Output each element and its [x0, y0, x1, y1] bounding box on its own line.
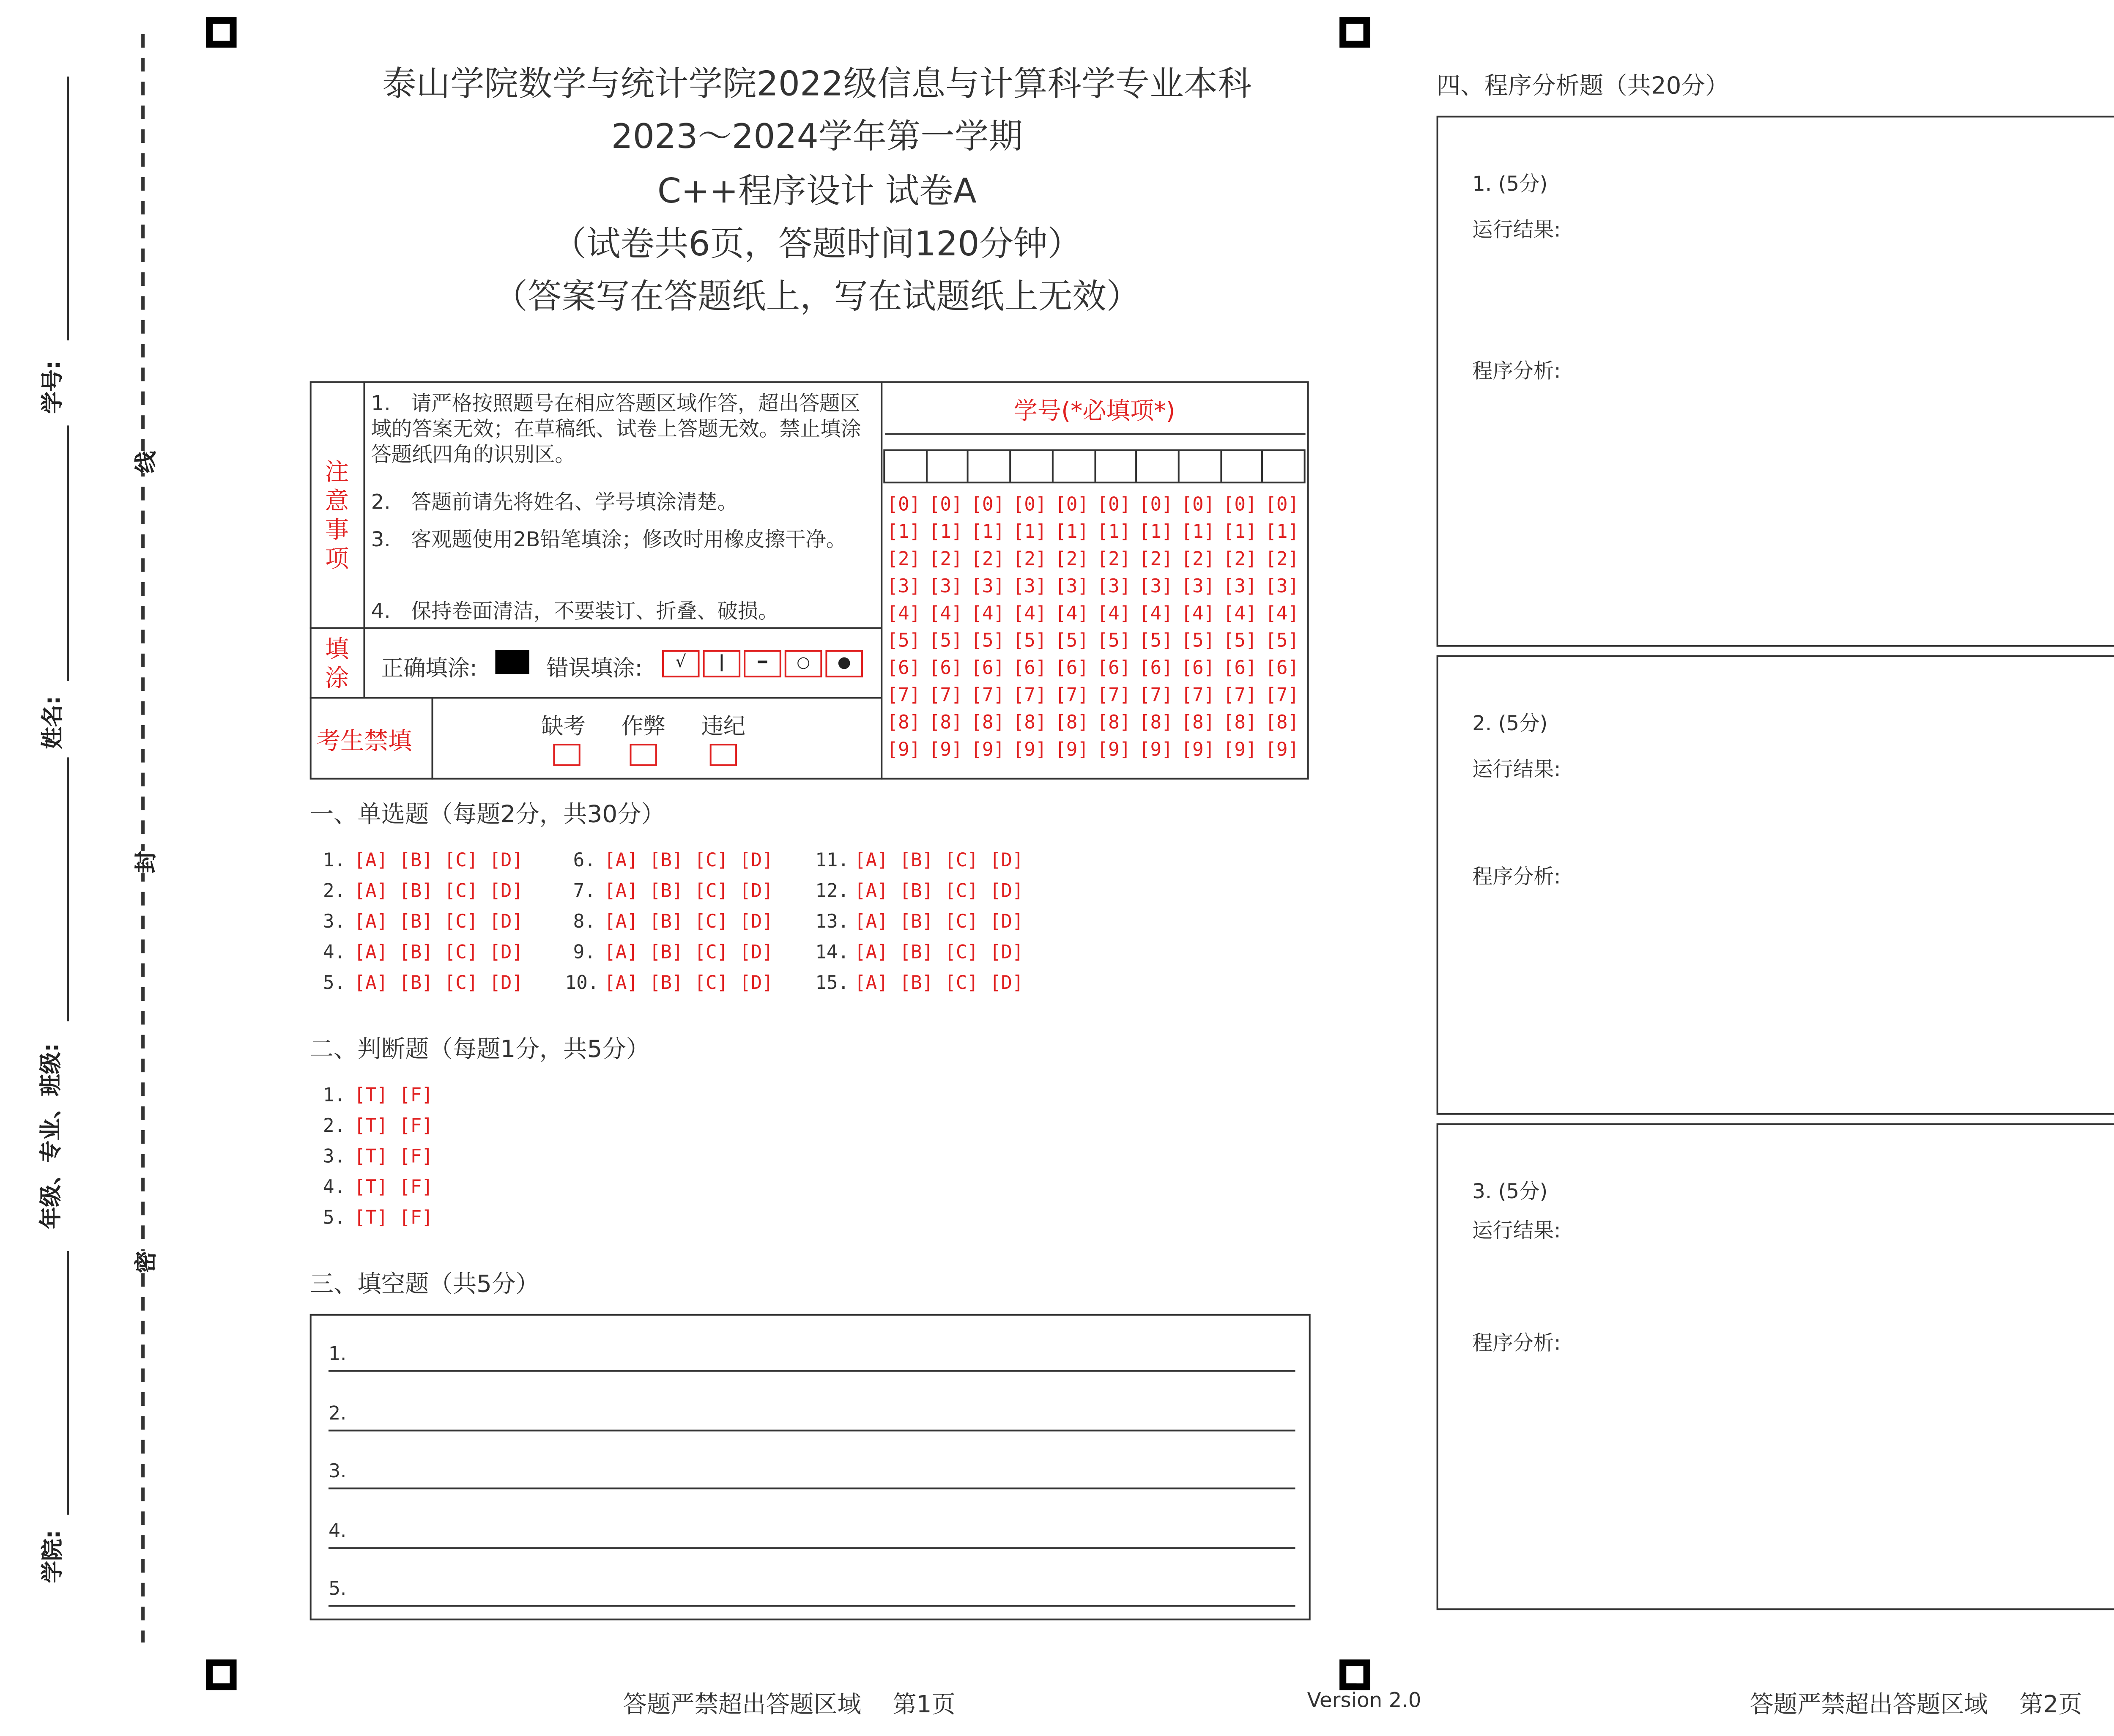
student-number-digit-bubble[interactable]: [9]	[1223, 739, 1257, 761]
student-number-digit-bubble[interactable]: [9]	[928, 739, 963, 761]
single-choice-question	[565, 880, 773, 902]
student-number-digit-bubble[interactable]: [9]	[971, 739, 1005, 761]
student-number-digit-bubble[interactable]: [5]	[928, 630, 963, 652]
program-q2-box[interactable]	[1437, 655, 2114, 1115]
corner-marker-bottom-center	[1339, 1659, 1370, 1690]
notice-item-1: 1. 请严格按照题号在相应答题区域作答，超出答题区域的答案无效；在草稿纸、试卷上答题无效。禁止填涂答题纸四角的识别区。	[371, 391, 862, 467]
student-number-digit-bubble[interactable]: [4]	[1013, 602, 1047, 625]
notice-item-3: 3. 客观题使用2B铅笔填涂；修改时用橡皮擦干净。	[371, 527, 847, 552]
student-number-digit-bubble[interactable]: [6]	[1181, 657, 1215, 679]
student-number-digit-bubble[interactable]: [9]	[1181, 739, 1215, 761]
question-number: 2.	[323, 880, 346, 902]
correct-fill-sample	[495, 650, 529, 674]
program-q1-analysis-label: 程序分析:	[1472, 359, 1561, 383]
single-choice-question	[565, 849, 773, 871]
student-number-digit-bubble[interactable]: [7]	[1223, 684, 1257, 706]
student-number-box[interactable]	[1137, 451, 1179, 482]
single-choice-question	[815, 880, 1024, 902]
student-number-digit-bubble[interactable]: [5]	[1013, 630, 1047, 652]
name-label: 姓名:	[41, 696, 67, 749]
cheating-label: 作弊	[621, 715, 666, 741]
exam-title-line4: （试卷共6页，答题时间120分钟）	[552, 223, 1082, 264]
student-number-digit-bubble[interactable]: [0]	[1223, 493, 1257, 516]
student-number-digit-bubble[interactable]: [3]	[928, 575, 963, 597]
single-choice-question	[815, 941, 1024, 963]
student-number-digit-bubble[interactable]: [8]	[1265, 711, 1299, 734]
wrong-fill-bar: |	[703, 650, 741, 677]
single-choice-question	[315, 849, 523, 871]
student-number-digit-bubble[interactable]: [7]	[1265, 684, 1299, 706]
corner-marker-bottom-left	[206, 1659, 236, 1690]
correct-fill-label: 正确填涂:	[381, 657, 477, 683]
student-number-digit-bubble[interactable]: [3]	[1139, 575, 1173, 597]
question-number: 12.	[815, 880, 849, 902]
question-number: 14.	[815, 941, 849, 964]
student-number-digit-bubble[interactable]: [4]	[887, 602, 921, 625]
student-number-digit-bubble[interactable]: [2]	[971, 548, 1005, 570]
section1-title: 一、单选题（每题2分，共30分）	[309, 802, 665, 829]
student-number-box[interactable]	[1095, 451, 1137, 482]
fill-blank-line[interactable]: 1.	[329, 1339, 1295, 1372]
program-q3-result-label: 运行结果:	[1472, 1218, 1561, 1243]
student-number-box[interactable]	[1221, 451, 1263, 482]
student-number-digit-bubble[interactable]: [1]	[1097, 520, 1131, 543]
exam-title-line2: 2023～2024学年第一学期	[611, 115, 1023, 157]
student-number-digit-bubble[interactable]: [0]	[1055, 493, 1089, 516]
student-number-digit-bubble[interactable]: [8]	[1097, 711, 1131, 734]
program-q3-analysis-label: 程序分析:	[1472, 1331, 1561, 1355]
choice-bubbles[interactable]: [A] [B] [C] [D]	[604, 849, 774, 872]
student-number-digit-bubble[interactable]: [9]	[1265, 739, 1299, 761]
question-number: 7.	[573, 880, 596, 902]
student-number-digit-bubble[interactable]: [6]	[1013, 657, 1047, 679]
student-number-digit-bubble[interactable]: [4]	[1265, 602, 1299, 625]
student-number-digit-bubble[interactable]: [2]	[1181, 548, 1215, 570]
student-number-digit-bubble[interactable]: [2]	[1139, 548, 1173, 570]
question-number: 15.	[815, 972, 849, 994]
corner-marker-top-center	[1339, 17, 1370, 47]
student-number-digit-bubble[interactable]: [4]	[928, 602, 963, 625]
student-number-digit-bubble[interactable]: [3]	[1013, 575, 1047, 597]
student-number-digit-bubble[interactable]: [6]	[1223, 657, 1257, 679]
choice-bubbles[interactable]: [A] [B] [C] [D]	[854, 972, 1024, 994]
student-number-digit-bubble[interactable]: [6]	[971, 657, 1005, 679]
student-number-digit-bubble[interactable]: [8]	[887, 711, 921, 734]
college-label: 学院:	[41, 1530, 67, 1583]
true-false-question	[315, 1115, 433, 1137]
choice-bubbles[interactable]: [A] [B] [C] [D]	[854, 910, 1024, 933]
student-number-box[interactable]	[885, 451, 927, 482]
student-number-digit-bubble[interactable]: [5]	[1181, 630, 1215, 652]
student-number-digit-bubble[interactable]: [3]	[971, 575, 1005, 597]
student-number-digit-bubble[interactable]: [3]	[1265, 575, 1299, 597]
student-number-digit-bubble[interactable]: [6]	[1139, 657, 1173, 679]
fill-blank-line[interactable]: 2.	[329, 1398, 1295, 1430]
student-number-digit-bubble[interactable]: [5]	[1223, 630, 1257, 652]
student-number-boxes	[883, 449, 1305, 484]
student-number-digit-bubble[interactable]: [9]	[1139, 739, 1173, 761]
choice-bubbles[interactable]: [A] [B] [C] [D]	[604, 910, 774, 933]
choice-bubbles[interactable]: [A] [B] [C] [D]	[354, 849, 523, 872]
student-number-digit-bubble[interactable]: [1]	[1013, 520, 1047, 543]
class-label: 年级、专业、班级:	[39, 1043, 65, 1229]
fill-blank-box	[310, 1314, 1311, 1621]
student-number-box[interactable]	[1179, 451, 1221, 482]
student-number-digit-bubble[interactable]: [6]	[1097, 657, 1131, 679]
true-false-bubbles[interactable]: [T] [F]	[354, 1176, 433, 1199]
student-number-digit-bubble[interactable]: [6]	[887, 657, 921, 679]
question-number: 10.	[565, 972, 599, 994]
student-number-digit-bubble[interactable]: [0]	[1181, 493, 1215, 516]
wrong-fill-label: 错误填涂:	[546, 657, 643, 683]
notice-label: 注意事项	[325, 459, 349, 574]
program-q3-label: 3. (5分)	[1472, 1179, 1548, 1204]
program-q1-label: 1. (5分)	[1472, 172, 1548, 196]
student-number-digit-bubble[interactable]: [3]	[1055, 575, 1089, 597]
section2-title: 二、判断题（每题1分，共5分）	[309, 1036, 650, 1064]
seal-mark: 封	[128, 851, 160, 873]
question-number: 5.	[323, 972, 346, 994]
single-choice-question	[315, 880, 523, 902]
question-number: 4.	[323, 1176, 346, 1199]
student-number-digit-bubble[interactable]: [5]	[887, 630, 921, 652]
program-q1-result-label: 运行结果:	[1472, 218, 1561, 242]
student-number-digit-bubble[interactable]: [7]	[1055, 684, 1089, 706]
violation-checkbox[interactable]	[710, 744, 737, 766]
absent-label: 缺考	[541, 715, 586, 741]
choice-bubbles[interactable]: [A] [B] [C] [D]	[354, 880, 523, 902]
student-number-digit-bubble[interactable]: [2]	[1055, 548, 1089, 570]
question-number: 8.	[573, 910, 596, 933]
student-number-digit-bubble[interactable]: [6]	[1265, 657, 1299, 679]
fill-label: 填涂	[325, 636, 349, 693]
program-q3-box[interactable]	[1437, 1123, 2114, 1610]
single-choice-question	[815, 911, 1024, 933]
cheating-checkbox[interactable]	[630, 744, 657, 766]
true-false-bubbles[interactable]: [T] [F]	[354, 1084, 433, 1106]
student-number-digit-bubble[interactable]: [0]	[887, 493, 921, 516]
student-number-digit-bubble[interactable]: [5]	[1139, 630, 1173, 652]
student-number-digit-bubble[interactable]: [7]	[1139, 684, 1173, 706]
student-number-digit-bubble[interactable]: [8]	[1181, 711, 1215, 734]
true-false-question	[315, 1145, 433, 1167]
choice-bubbles[interactable]: [A] [B] [C] [D]	[604, 880, 774, 902]
single-choice-question	[565, 941, 773, 963]
student-number-digit-bubble[interactable]: [0]	[1265, 493, 1299, 516]
student-number-digit-bubble[interactable]: [0]	[928, 493, 963, 516]
student-number-digit-bubble[interactable]: [5]	[1265, 630, 1299, 652]
footer-page2: 答题严禁超出答题区域 第2页	[1750, 1692, 2082, 1719]
program-q2-analysis-label: 程序分析:	[1472, 865, 1561, 889]
true-false-bubbles[interactable]: [T] [F]	[354, 1145, 433, 1168]
exam-title-line1: 泰山学院数学与统计学院2022级信息与计算科学专业本科	[382, 63, 1252, 104]
question-number: 6.	[573, 849, 596, 872]
fill-blank-line[interactable]: 3.	[329, 1457, 1295, 1489]
student-number-digit-bubble[interactable]: [7]	[1097, 684, 1131, 706]
secret-mark: 密	[128, 1251, 160, 1273]
student-number-digit-bubble[interactable]: [7]	[928, 684, 963, 706]
student-number-digit-bubble[interactable]: [1]	[887, 520, 921, 543]
student-number-digit-bubble[interactable]: [3]	[887, 575, 921, 597]
student-number-digit-bubble[interactable]: [8]	[928, 711, 963, 734]
student-number-digit-bubble[interactable]: [7]	[1013, 684, 1047, 706]
student-number-digit-bubble[interactable]: [4]	[1181, 602, 1215, 625]
single-choice-question	[815, 849, 1024, 871]
student-number-digit-bubble[interactable]: [0]	[1097, 493, 1131, 516]
student-number-digit-bubble[interactable]: [2]	[1265, 548, 1299, 570]
student-number-digit-bubble[interactable]: [1]	[1265, 520, 1299, 543]
choice-bubbles[interactable]: [A] [B] [C] [D]	[854, 849, 1024, 872]
single-choice-question	[315, 972, 523, 994]
student-number-box[interactable]	[1263, 451, 1303, 482]
true-false-question	[315, 1176, 433, 1198]
student-number-digit-bubble[interactable]: [0]	[971, 493, 1005, 516]
student-number-title: 学号(*必填项*)	[1013, 398, 1175, 426]
student-number-digit-bubble[interactable]: [0]	[1139, 493, 1173, 516]
student-number-digit-bubble[interactable]: [2]	[887, 548, 921, 570]
student-number-digit-bubble[interactable]: [4]	[1223, 602, 1257, 625]
choice-bubbles[interactable]: [A] [B] [C] [D]	[354, 910, 523, 933]
student-number-digit-bubble[interactable]: [4]	[1097, 602, 1131, 625]
single-choice-question	[565, 972, 773, 994]
student-number-digit-bubble[interactable]: [8]	[1223, 711, 1257, 734]
section4-title: 四、程序分析题（共20分）	[1436, 73, 1729, 101]
student-number-digit-bubble[interactable]: [6]	[928, 657, 963, 679]
question-number: 1.	[323, 1084, 346, 1106]
student-number-digit-bubble[interactable]: [1]	[928, 520, 963, 543]
student-number-digit-bubble[interactable]: [1]	[1139, 520, 1173, 543]
program-q2-label: 2. (5分)	[1472, 711, 1548, 736]
question-number: 2.	[323, 1114, 346, 1137]
student-number-digit-bubble[interactable]: [1]	[1223, 520, 1257, 543]
student-number-digit-bubble[interactable]: [5]	[971, 630, 1005, 652]
single-choice-question	[815, 972, 1024, 994]
student-number-digit-bubble[interactable]: [3]	[1223, 575, 1257, 597]
section3-title: 三、填空题（共5分）	[309, 1271, 539, 1299]
student-number-digit-bubble[interactable]: [1]	[971, 520, 1005, 543]
student-number-digit-bubble[interactable]: [7]	[1181, 684, 1215, 706]
footer-page1: 答题严禁超出答题区域 第1页	[623, 1692, 956, 1719]
question-number: 4.	[323, 941, 346, 964]
wrong-fill-dash: ━	[744, 650, 781, 677]
choice-bubbles[interactable]: [A] [B] [C] [D]	[354, 972, 523, 994]
single-choice-question	[565, 911, 773, 933]
footer-version: Version 2.0	[1307, 1688, 1421, 1712]
student-number-digit-bubble[interactable]: [6]	[1055, 657, 1089, 679]
question-number: 3.	[323, 910, 346, 933]
student-number-digit-bubble[interactable]: [1]	[1181, 520, 1215, 543]
single-choice-question	[315, 941, 523, 963]
program-q2-result-label: 运行结果:	[1472, 757, 1561, 781]
student-number-digit-bubble[interactable]: [5]	[1055, 630, 1089, 652]
student-number-digit-bubble[interactable]: [8]	[971, 711, 1005, 734]
student-number-digit-bubble[interactable]: [3]	[1181, 575, 1215, 597]
choice-bubbles[interactable]: [A] [B] [C] [D]	[854, 880, 1024, 902]
student-number-digit-bubble[interactable]: [3]	[1097, 575, 1131, 597]
student-number-digit-bubble[interactable]: [4]	[971, 602, 1005, 625]
true-false-bubbles[interactable]: [T] [F]	[354, 1207, 433, 1229]
student-number-digit-bubble[interactable]: [5]	[1097, 630, 1131, 652]
exam-title-line3: C++程序设计 试卷A	[657, 170, 977, 211]
question-number: 3.	[323, 1145, 346, 1168]
student-number-digit-bubble[interactable]: [2]	[928, 548, 963, 570]
line-mark: 线	[128, 451, 160, 473]
student-number-box[interactable]	[969, 451, 1011, 482]
exam-title-line5: （答案写在答题纸上，写在试题纸上无效）	[493, 276, 1141, 317]
student-number-digit-bubble[interactable]: [2]	[1223, 548, 1257, 570]
true-false-bubbles[interactable]: [T] [F]	[354, 1114, 433, 1137]
question-number: 5.	[323, 1207, 346, 1229]
choice-bubbles[interactable]: [A] [B] [C] [D]	[354, 941, 523, 964]
violation-label: 违纪	[701, 715, 746, 741]
choice-bubbles[interactable]: [A] [B] [C] [D]	[854, 941, 1024, 964]
absent-checkbox[interactable]	[553, 744, 580, 766]
program-q1-box[interactable]	[1437, 116, 2114, 647]
single-choice-question	[315, 911, 523, 933]
student-number-digit-bubble[interactable]: [9]	[1097, 739, 1131, 761]
student-number-digit-bubble[interactable]: [2]	[1097, 548, 1131, 570]
student-number-digit-bubble[interactable]: [9]	[887, 739, 921, 761]
question-number: 1.	[323, 849, 346, 872]
wrong-fill-dot: ●	[825, 650, 863, 677]
corner-marker-top-left	[206, 17, 236, 47]
student-id-label: 学号:	[41, 361, 67, 414]
student-number-digit-bubble[interactable]: [1]	[1055, 520, 1089, 543]
choice-bubbles[interactable]: [A] [B] [C] [D]	[604, 972, 774, 994]
choice-bubbles[interactable]: [A] [B] [C] [D]	[604, 941, 774, 964]
student-number-digit-bubble[interactable]: [8]	[1013, 711, 1047, 734]
wrong-fill-check: √	[662, 650, 700, 677]
forbidden-label: 考生禁填	[316, 728, 412, 756]
student-number-digit-bubble[interactable]: [0]	[1013, 493, 1047, 516]
notice-item-4: 4. 保持卷面清洁，不要装订、折叠、破损。	[371, 599, 779, 623]
student-number-digit-bubble[interactable]: [8]	[1055, 711, 1089, 734]
student-number-box[interactable]	[1053, 451, 1095, 482]
fill-blank-line[interactable]: 5.	[329, 1574, 1295, 1607]
notice-item-2: 2. 答题前请先将姓名、学号填涂清楚。	[371, 490, 738, 514]
student-number-digit-bubble[interactable]: [8]	[1139, 711, 1173, 734]
student-number-box[interactable]	[927, 451, 969, 482]
true-false-question	[315, 1084, 433, 1106]
student-number-digit-bubble[interactable]: [9]	[1055, 739, 1089, 761]
student-number-box[interactable]	[1011, 451, 1053, 482]
student-number-digit-bubble[interactable]: [4]	[1139, 602, 1173, 625]
fill-blank-line[interactable]: 4.	[329, 1516, 1295, 1548]
true-false-question	[315, 1207, 433, 1229]
wrong-fill-circle: ○	[785, 650, 822, 677]
student-number-digit-bubble[interactable]: [4]	[1055, 602, 1089, 625]
question-number: 9.	[573, 941, 596, 964]
student-number-digit-bubble[interactable]: [7]	[971, 684, 1005, 706]
wrong-fill-samples	[662, 650, 863, 677]
student-number-digit-bubble[interactable]: [2]	[1013, 548, 1047, 570]
student-number-digit-bubble[interactable]: [7]	[887, 684, 921, 706]
question-number: 11.	[815, 849, 849, 872]
question-number: 13.	[815, 910, 849, 933]
student-number-digit-bubble[interactable]: [9]	[1013, 739, 1047, 761]
